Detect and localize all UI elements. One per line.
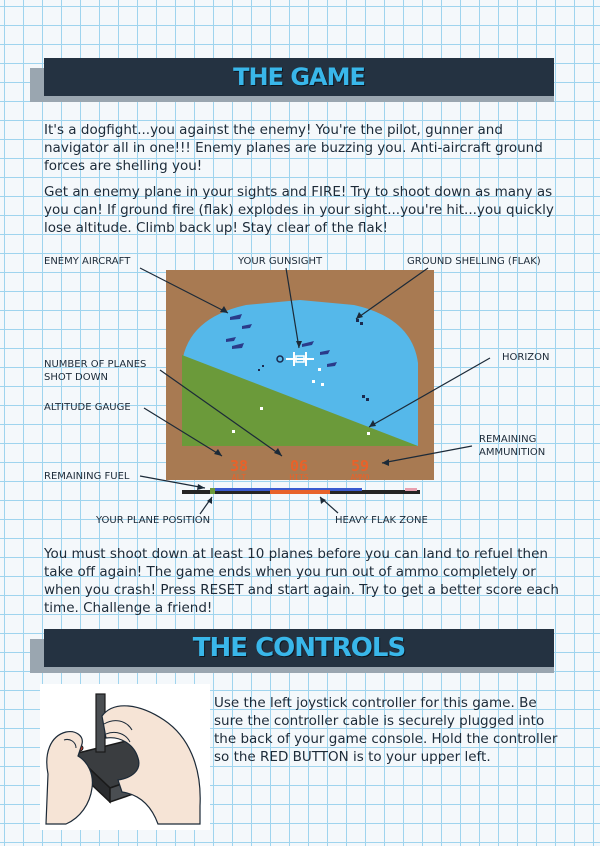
controls-text-block [214, 694, 559, 766]
label-planes-shot-down-2: SHOT DOWN [44, 372, 108, 383]
game-paragraph-2: Get an enemy plane in your sights and FIRE! Try to shoot down as many as you can! If ground fire (flak) explodes in your sight...you're hit...you quickly lose altitude. Climb back up! Stay clear of the flak! [44, 184, 554, 236]
end-text: You must shoot down at least 10 planes before you can land to refuel then take off again! The game ends when you run out of ammo completely or when you crash! Press RESET and start again. Try to get a better score each time. Challenge a friend! [44, 546, 559, 616]
label-your-gunsight: YOUR GUNSIGHT [238, 256, 323, 267]
plane-position-marker [210, 488, 215, 494]
label-remaining-1: REMAINING [479, 434, 537, 445]
label-ground-shelling: GROUND SHELLING (FLAK) [407, 256, 541, 267]
label-heavy-flak-zone: HEAVY FLAK ZONE [335, 515, 428, 526]
label-remaining-2: AMMUNITION [479, 447, 546, 458]
label-planes-shot-down-1: NUMBER OF PLANES [44, 359, 147, 370]
ammo-value: 59 [350, 457, 370, 475]
label-altitude-gauge: ALTITUDE GAUGE [44, 402, 131, 413]
hits-label: HITS [289, 473, 309, 482]
heavy-flak-marker [270, 490, 330, 494]
controls-text: Use the left joystick controller for this game. Be sure the controller cable is securely plugged into the back of your game console. Hold the controller so the RED BUTTON is to your upper left. [214, 695, 558, 765]
joystick-illustration [40, 684, 210, 830]
altitude-label: ALT [231, 473, 247, 482]
game-end-paragraph [44, 545, 564, 617]
label-remaining-fuel: REMAINING FUEL [44, 471, 130, 482]
controls-banner [44, 629, 554, 667]
controls-section-title: THE CONTROLS [192, 633, 406, 663]
label-horizon: HORIZON [502, 352, 550, 363]
game-section-title: THE GAME [233, 63, 365, 91]
hits-value: 06 [289, 457, 309, 475]
altitude-value: 38 [229, 457, 249, 475]
label-plane-position: YOUR PLANE POSITION [96, 515, 211, 526]
fuel-end-marker [405, 488, 417, 491]
ammo-label: AMMO [350, 473, 370, 482]
game-paragraph-1: It's a dogfight...you against the enemy! You're the pilot, gunner and navigator all in one!!! Enemy planes are buzzing you. Anti-aircraft ground forces are shelling you! [44, 122, 543, 174]
label-enemy-aircraft: ENEMY AIRCRAFT [44, 256, 131, 267]
